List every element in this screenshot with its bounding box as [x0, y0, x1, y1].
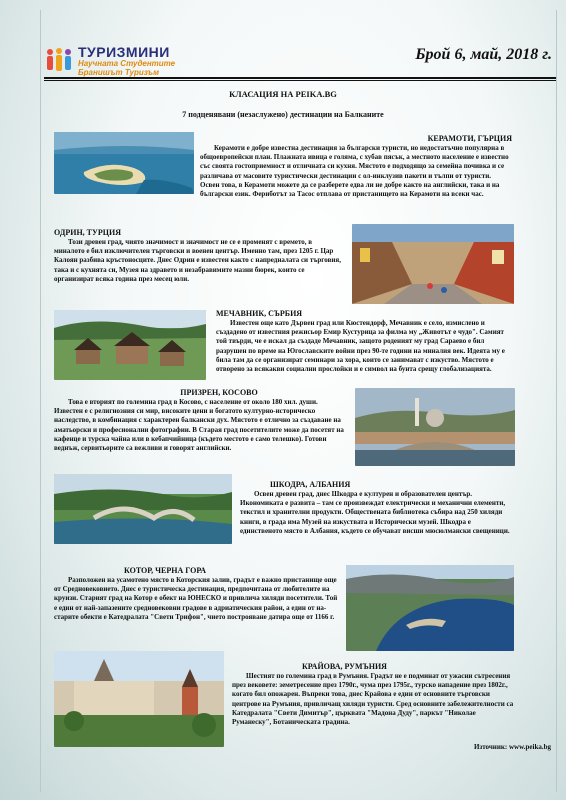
section-craiova	[232, 662, 514, 727]
prizren-photo	[355, 388, 515, 466]
section-keramoti	[200, 134, 512, 199]
craiova-photo	[54, 651, 224, 747]
mecavnik-photo	[54, 310, 206, 380]
edirne-photo	[352, 224, 514, 304]
kotor-photo	[346, 565, 514, 651]
section-title: КЕРАМОТИ, ГЪРЦИЯ	[427, 134, 512, 143]
section-title: ШКОДРА, АЛБАНИЯ	[270, 480, 351, 489]
section-title: КРАЙОВА, РУМЪНИЯ	[302, 662, 387, 671]
section-body: Керамоти е добре известна дестинация за български туристи, но недостатъчно популярна в общоевропейски план. Плажната ивица е голяма, с хубав пясък, а местното население е известно със своята гостоприемност и отличната си кухня. Мястото е подходящо за семейна почивка и се различава от масовите туристически дестинации с ол-инклузив пакети и тълпи от туристи. Освен това, в Керамоти можете да се разберете едва ли не добре както на английски, така и на български език. Фериботът за Тасос отплава от пристанището на Керамоти на всеки час.	[200, 144, 509, 199]
logo-title: ТУРИЗМИНИ	[78, 44, 170, 60]
keramoti-photo	[54, 132, 194, 194]
section-body: Шестият по големина град в Румъния. Градът не е подминат от ужасни сътресения през вековете: земетресение през 1790г., чума през 1795г., турско нападение през 1802г., когато бил опожарен. Въпреки това, днес Крайова е един от основните търговски центрове на Румъния, привличащ хиляди туристи. Сред основните забележителности са Катедралата "Свети Димитър", църквата "Мадона Дуду", паркът "Николае Руманеску", Ботаническата градина.	[232, 672, 514, 727]
section-title: ОДРИН, ТУРЦИЯ	[54, 228, 121, 237]
section-title: МЕЧАВНИК, СЪРБИЯ	[216, 309, 303, 318]
section-body: Разположен на усамотено място в Которския залив, градът е важно пристанище още от Средновековието. Днес е туристическа дестинация, предпочитана от любителите на круизи. Старият град на Котор е обект на ЮНЕСКО и привлича хиляди посетители. Той е един от най-запазените средновековни градове в адриатическия район, а един от на-старите обекти е Катедралата "Свети Трифон", чието построяване датира още от 1166 г.	[54, 576, 338, 621]
logo-tagline-1: Научната Студентите	[78, 59, 176, 68]
shkodra-photo	[54, 474, 232, 544]
section-body: Освен древен град, днес Шкодра е културен и образователен център. Икономиката е развита – там се произвеждат електрически и механични елементи, текстил и хранителни продукти. Обществената библиотека събира над 250 хиляди книги, в града има Музей на изкуствата и Исторически музей. Шкодра е единственото място в Албания, където се обучават висши мюсюлмански свещеници.	[240, 490, 510, 535]
logo-tagline-2: Бранишът Туризъм	[78, 68, 159, 77]
section-body: Този древен град, чиято значимост и значимост не се е променят с времето, в миналото е бил изключителен търговски и военен център. Именно там, през 1205 г. Цар Калоян разбива кръстоносците. Днес Одрин е известен както с напредналата си търговия, така и с кухнята си, Музея на здравето и незабравимите мазни бюрек, които се организират всяка година през месец юли.	[54, 238, 341, 283]
section-prizren	[54, 388, 344, 453]
people-logo-icon	[44, 46, 74, 76]
section-edirne	[54, 228, 344, 284]
section-title: ПРИЗРЕН, КОСОВО	[180, 388, 258, 397]
section-mecavnik	[216, 309, 514, 374]
turizmini-logo	[44, 44, 194, 78]
header-rule	[44, 77, 556, 79]
page-headline: КЛАСАЦИЯ НА PEIKA.BG	[229, 89, 337, 99]
page-subheadline: 7 подценявани (незаслужено) дестинации на Балканите	[182, 110, 384, 119]
section-kotor	[54, 566, 338, 622]
header-rule-thin	[44, 80, 556, 81]
section-body: Това е вторият по големина град в Косово, с население от около 180 хил. души. Известен е с религиозния си мир, високите цени и богатото културно-историческо наследство, в комбинация с характерен балкански дух. Мястото е отлично за създаване на аматьорски и професионални фотографии. В Старая град посетителите може да посетят на кафенце и турска чайна или в кебапчийница (където местото е само телешко). Готови веднъж, сервитьорите са вежливи и говорят английски.	[54, 398, 344, 453]
source-credit: Източник: www.peika.bg	[473, 743, 551, 751]
section-title: КОТОР, ЧЕРНА ГОРА	[124, 566, 207, 575]
issue-number: Брой 6, май, 2018 г.	[415, 46, 552, 63]
section-body: Известен още като Дървен град или Кюстендорф, Мечавник е село, измислено и създадено от известния режисьор Емир Кустурица за филма му „Животът е чудо". Самият той твърди, че е искал да създаде Мечавник, защото роденият му град Сараево е бил разрушен по време на Югославските войни през 90-те години на миналия век. Идеята му е била там да се организират семинари за хора, които се занимават с изкуство. Мястото е отворено за всякакви социални прослойки и е символ на бунта срещу глобализацията.	[216, 319, 505, 374]
section-shkodra	[240, 480, 514, 536]
